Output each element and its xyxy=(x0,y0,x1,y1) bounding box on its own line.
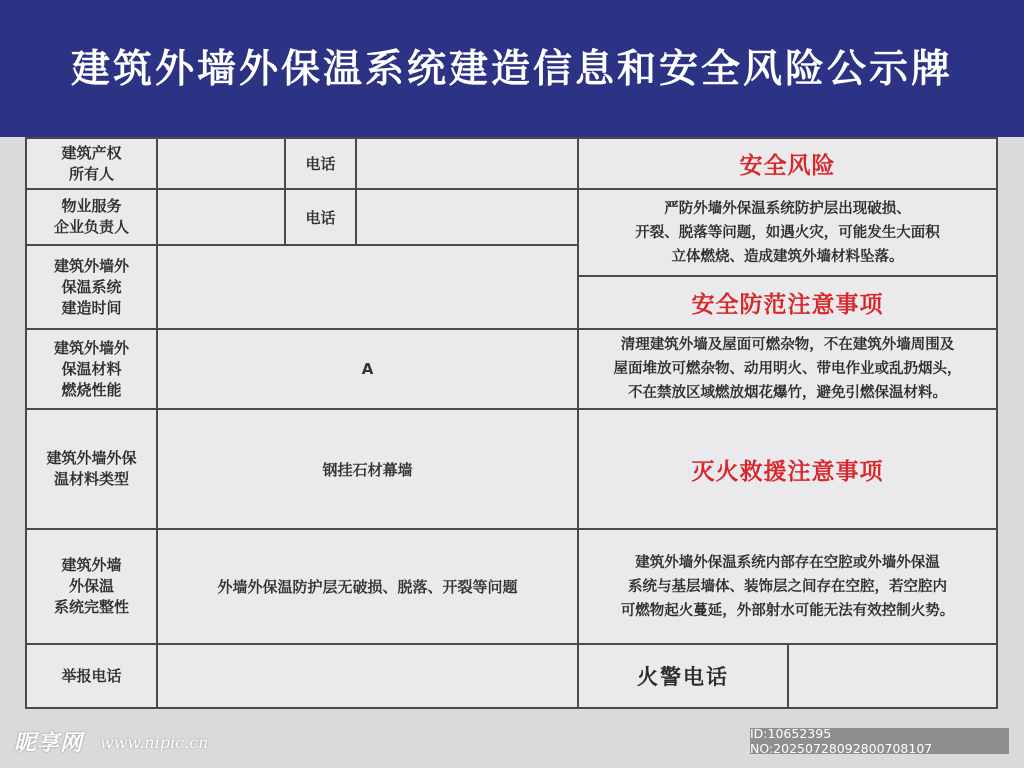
fire-phone-label: 火警电话 xyxy=(577,643,789,709)
phone-label-manager: 电话 xyxy=(284,188,357,246)
manager-value xyxy=(156,188,286,246)
manager-phone-value xyxy=(355,188,579,246)
page-title: 建筑外墙外保温系统建造信息和安全风险公示牌 xyxy=(70,47,953,92)
watermark-logo: 昵享网 xyxy=(14,731,84,756)
build-time-value xyxy=(156,244,579,330)
image-id-badge: ID:10652395 NO:20250728092800708107 xyxy=(750,728,1009,754)
report-phone-value xyxy=(156,643,579,709)
manager-label: 物业服务 企业负责人 xyxy=(25,188,158,246)
material-type-value: 钢挂石材幕墙 xyxy=(156,408,579,530)
build-time-label: 建筑外墙外 保温系统 建造时间 xyxy=(25,244,158,330)
report-phone-label: 举报电话 xyxy=(25,643,158,709)
fire-phone-value xyxy=(787,643,998,709)
watermark-url: www.nipic.cn xyxy=(100,733,209,752)
header-banner xyxy=(0,0,1024,137)
burn-performance-label: 建筑外墙外 保温材料 燃烧性能 xyxy=(25,328,158,410)
integrity-label: 建筑外墙 外保温 系统完整性 xyxy=(25,528,158,645)
rescue-text: 建筑外墙外保温系统内部存在空腔或外墙外保温 系统与基层墙体、装饰层之间存在空腔，若空腔内 可燃物起火蔓延，外部射水可能无法有效控制火势。 xyxy=(577,528,998,645)
prevention-title: 安全防范注意事项 xyxy=(577,275,998,330)
owner-label: 建筑产权 所有人 xyxy=(25,137,158,190)
owner-phone-value xyxy=(355,137,579,190)
phone-label-owner: 电话 xyxy=(284,137,357,190)
burn-performance-value: A xyxy=(156,328,579,410)
material-type-label: 建筑外墙外保 温材料类型 xyxy=(25,408,158,530)
rescue-title: 灭火救援注意事项 xyxy=(577,408,998,530)
integrity-value: 外墙外保温防护层无破损、脱落、开裂等问题 xyxy=(156,528,579,645)
owner-value xyxy=(156,137,286,190)
prevention-text: 清理建筑外墙及屋面可燃杂物，不在建筑外墙周围及 屋面堆放可燃杂物、动用明火、带电作业或乱扔烟头， 不在禁放区域燃放烟花爆竹，避免引燃保温材料。 xyxy=(577,328,998,410)
safety-risk-title: 安全风险 xyxy=(577,137,998,190)
safety-risk-text: 严防外墙外保温系统防护层出现破损、 开裂、脱落等问题，如遇火灾，可能发生大面积 立体燃烧、造成建筑外墙材料坠落。 xyxy=(577,188,998,277)
